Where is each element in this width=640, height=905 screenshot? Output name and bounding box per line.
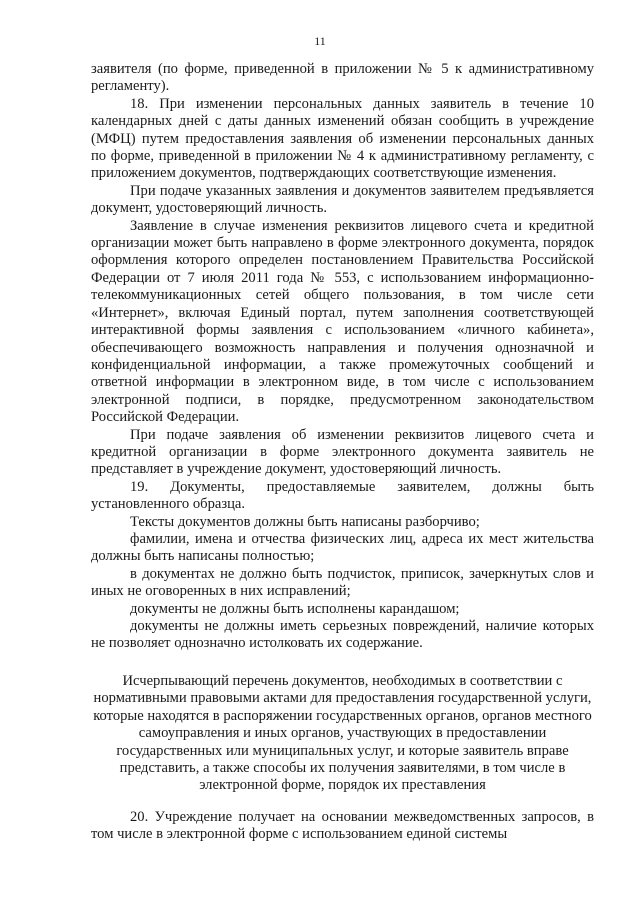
paragraph-requirement-no-erasures: в документах не должно быть подчисток, приписок, зачеркнутых слов и иных не оговоренных в них исправлений; — [91, 565, 594, 600]
paragraph-requirement-no-pencil: документы не должны быть исполнены карандашом; — [130, 600, 460, 617]
paragraph-electronic-no-identity: При подаче заявления об изменении реквизитов лицевого счета и кредитной организации в форме электронного документа заявитель не представляет в учреждение документ, удостоверяющий личность. — [91, 426, 594, 478]
document-body — [91, 61, 594, 653]
paragraph-electronic-application: Заявление в случае изменения реквизитов лицевого счета и кредитной организации может быть направлено в форме электронного документа, порядок оформления которого определен постановлением Правительства Российской Федерации от 7 июля 2011 года № 553, с использованием информационно-телекоммуникационных сетей общего пользования, в том числе сети «Интернет», включая Единый портал, путем заполнения соответствующей интерактивной формы заявления с использованием «личного кабинета», обеспечивающего возможность направления и получения однозначной и конфиденциальной информации, а также промежуточных сообщений и ответной информации в электронном виде, в том числе с использованием электронной подписи, в порядке, предусмотренном законодательством Российской Федерации. — [91, 217, 594, 426]
paragraph-identity-document: При подаче указанных заявления и документов заявителем предъявляется документ, удостоверяющий личность. — [91, 182, 594, 217]
paragraph-item-20: 20. Учреждение получает на основании межведомственных запросов, в том числе в электронной форме с использованием единой системы — [91, 809, 594, 843]
paragraph-continuation: заявителя (по форме, приведенной в приложении № 5 к административному регламенту). — [91, 61, 594, 95]
paragraph-item-19: 19. Документы, предоставляемые заявителем, должны быть установленного образца. — [91, 478, 594, 513]
paragraph-requirement-full-names: фамилии, имена и отчества физических лиц, адреса их мест жительства должны быть написаны полностью; — [91, 530, 594, 565]
paragraph-requirement-no-damage: документы не должны иметь серьезных повреждений, наличие которых не позволяет однозначно истолковать их содержание. — [91, 618, 594, 652]
paragraph-requirement-legible: Тексты документов должны быть написаны разборчиво; — [130, 513, 480, 530]
document-body-continued — [91, 809, 594, 844]
page-number: 11 — [314, 34, 326, 48]
section-heading: Исчерпывающий перечень документов, необходимых в соответствии с нормативными правовыми актами для предоставления государственной услуги, которые находятся в распоряжении государственных органов, органов местного самоуправления и иных органов, участвующих в предоставлении государственных или муниципальных услуг, и которые заявитель вправе представить, а также способы их получения заявителями, в том числе в электронной форме, порядок их преставления — [93, 673, 592, 794]
paragraph-item-18: 18. При изменении персональных данных заявитель в течение 10 календарных дней с даты данных изменений обязан сообщить в учреждение (МФЦ) путем предоставления заявления об изменении персональных данных по форме, приведенной в приложении № 4 к административному регламенту, с приложением документов, подтверждающих соответствующие изменения. — [91, 95, 594, 182]
